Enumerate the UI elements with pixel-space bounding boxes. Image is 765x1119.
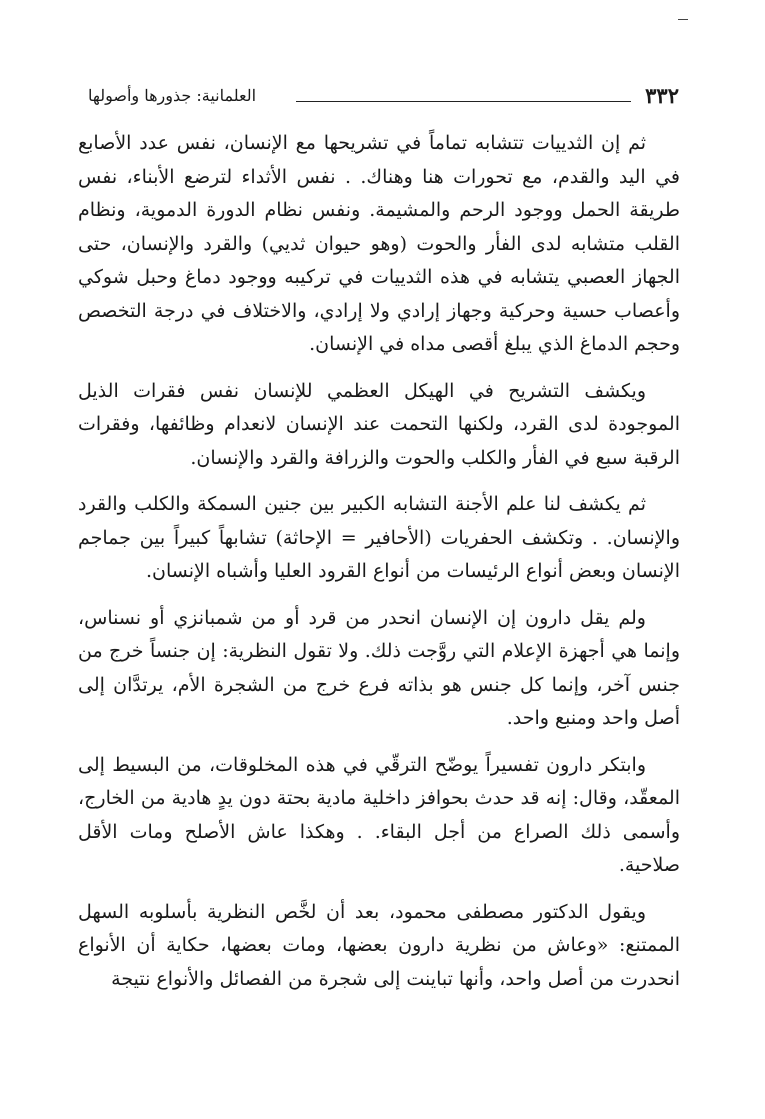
paragraph: ثم يكشف لنا علم الأجنة التشابه الكبير بين جنين السمكة والكلب والقرد والإنسان. . وتكشف الحفريات (الأحافير = الإحاثة) تشابهاً كبيراً بين جماجم الإنسان وبعض أنواع الرئيسات من أنواع القرود العليا وأشباه الإنسان. bbox=[78, 493, 680, 582]
running-header bbox=[88, 83, 679, 109]
paragraph: وابتكر دارون تفسيراً يوضّح الترقّي في هذه المخلوقات، من البسيط إلى المعقّد، وقال: إنه قد حدث بحوافز داخلية مادية بحتة دون يدٍ هادية من الخارج، وأسمى ذلك الصراع من أجل البقاء. . وهكذا عاش الأصلح ومات الأقل صلاحية. bbox=[78, 753, 680, 876]
body-text bbox=[78, 127, 680, 1009]
scan-corner-mark bbox=[678, 19, 688, 20]
page-number: ٣٣٢ bbox=[645, 83, 679, 108]
running-title: العلمانية: جذورها وأصولها bbox=[88, 86, 257, 105]
paragraph: ويقول الدكتور مصطفى محمود، بعد أن لخَّص النظرية بأسلوبه السهل الممتنع: «وعاش من نظرية دارون بعضها، ومات بعضها، حكاية أن الأنواع انحدرت من أصل واحد، وأنها تباينت إلى شجرة من الفصائل والأنواع نتيجة bbox=[78, 900, 680, 990]
paragraph: ثم إن الثدييات تتشابه تماماً في تشريحها مع الإنسان، نفس عدد الأصابع في اليد والقدم، مع تحورات هنا وهناك. . نفس الأثداء لترضع الأبناء، نفس طريقة الحمل ووجود الرحم والمشيمة. ونفس نظام الدورة الدموية، ونظام القلب متشابه لدى الفأر والحوت (وهو حيوان ثديي) والقرد والإنسان، حتى الجهاز العصبي يتشابه في هذه الثدييات في تركيبه ووجود دماغ وحبل شوكي وأعصاب حسية وحركية وجهاز إرادي ولا إرادي، والاختلاف في درجة التخصص وحجم الدماغ الذي يبلغ أقصى مداه في الإنسان. bbox=[78, 132, 680, 355]
header-rule bbox=[296, 101, 631, 102]
paragraph: ولم يقل دارون إن الإنسان انحدر من قرد أو من شمبانزي أو نسناس، وإنما هي أجهزة الإعلام التي روَّجت ذلك. ولا تقول النظرية: إن جنساً خرج من جنس آخر، وإنما كل جنس هو بذاته فرع خرج من الشجرة الأم، يرتدَّان إلى أصل واحد ومنبع واحد. bbox=[78, 606, 680, 729]
paragraph: ويكشف التشريح في الهيكل العظمي للإنسان نفس فقرات الذيل الموجودة لدى القرد، ولكنها التحمت عند الإنسان لانعدام وظائفها، وفقرات الرقبة سبع في الفأر والكلب والحوت والزرافة والقرد والإنسان. bbox=[78, 379, 680, 469]
